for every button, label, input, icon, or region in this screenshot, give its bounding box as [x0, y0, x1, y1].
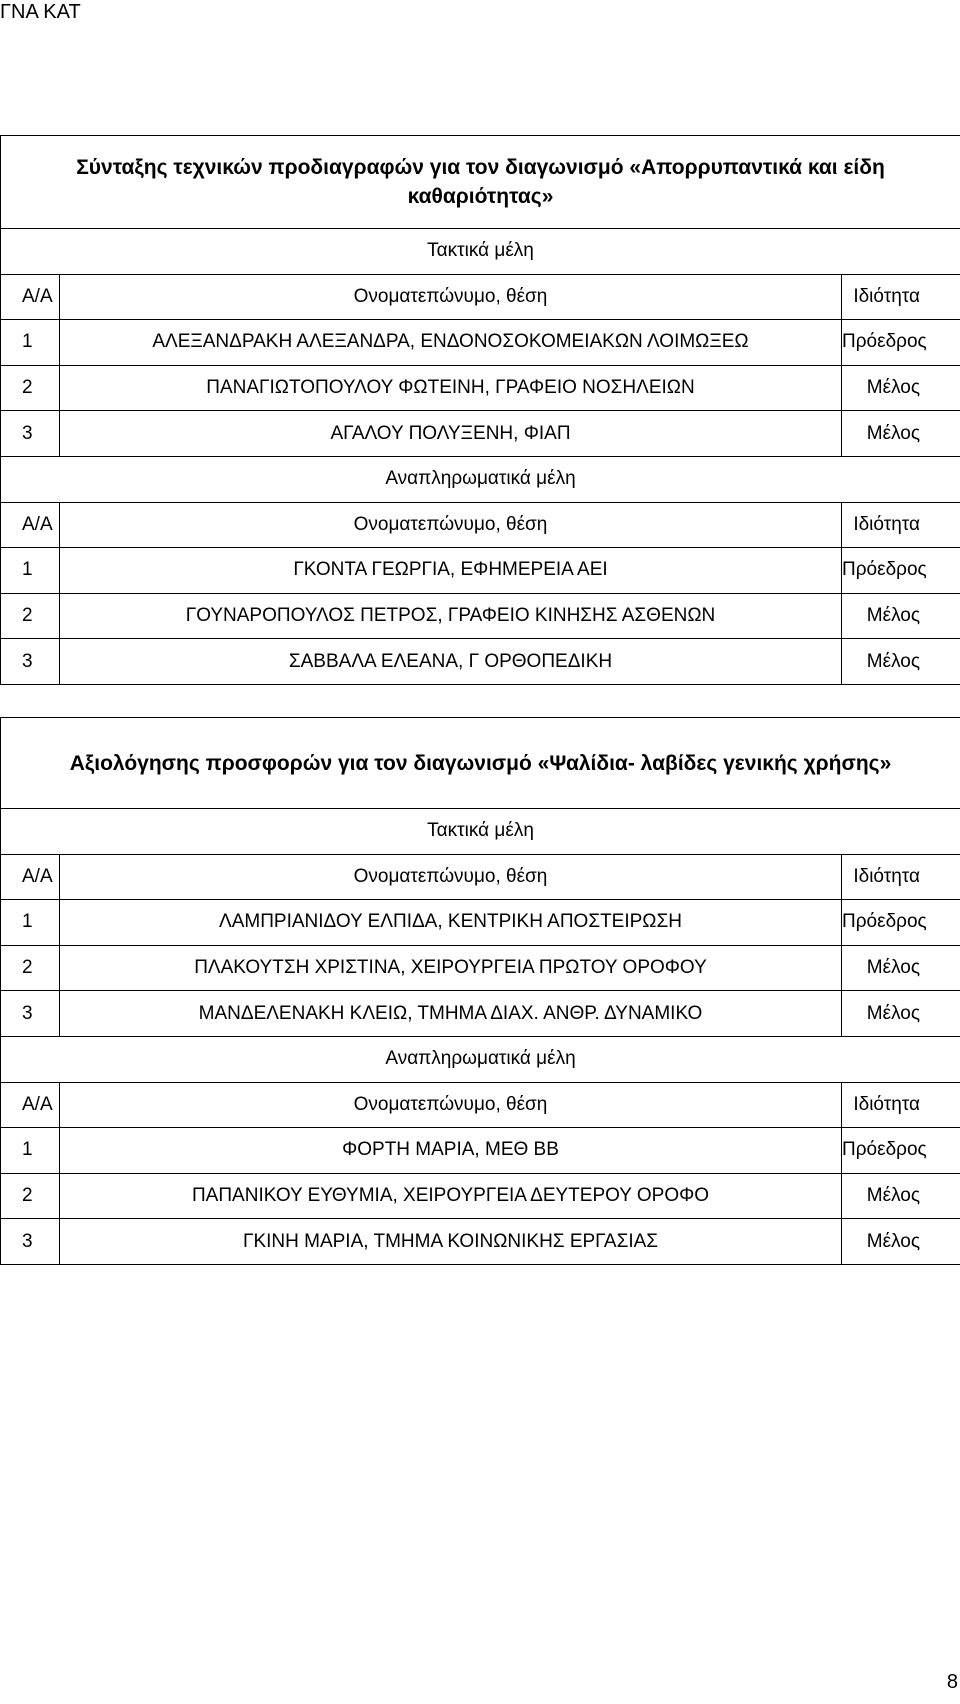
column-header-name: Ονοματεπώνυμο, θέση	[60, 854, 842, 900]
table-row	[1, 411, 960, 457]
member-name: ΓΚΙΝΗ ΜΑΡΙΑ, ΤΜΗΜΑ ΚΟΙΝΩΝΙΚΗΣ ΕΡΓΑΣΙΑΣ	[60, 1219, 842, 1265]
committee-table	[0, 135, 960, 685]
table-row	[1, 593, 960, 639]
committee-title-row	[1, 136, 960, 229]
section-heading-regular: Τακτικά μέλη	[1, 229, 960, 275]
member-name: ΑΛΕΞΑΝΔΡΑΚΗ ΑΛΕΞΑΝΔΡΑ, ΕΝΔΟΝΟΣΟΚΟΜΕΙΑΚΩΝ ΛΟΙΜΩΞΕΩ	[60, 320, 842, 366]
member-role: Μέλος	[842, 593, 960, 639]
member-name: ΛΑΜΠΡΙΑΝΙΔΟΥ ΕΛΠΙΔΑ, ΚΕΝΤΡΙΚΗ ΑΠΟΣΤΕΙΡΩΣΗ	[60, 900, 842, 946]
table-row	[1, 1173, 960, 1219]
member-number: 2	[1, 1173, 60, 1219]
committee-title: Αξιολόγησης προσφορών για τον διαγωνισμό «Ψαλίδια- λαβίδες γενικής χρήσης»	[1, 718, 960, 809]
committee-title-row	[1, 718, 960, 809]
member-name: ΓΟΥΝΑΡΟΠΟΥΛΟΣ ΠΕΤΡΟΣ, ΓΡΑΦΕΙΟ ΚΙΝΗΣΗΣ ΑΣΘΕΝΩΝ	[60, 593, 842, 639]
member-name: ΠΑΝΑΓΙΩΤΟΠΟΥΛΟΥ ΦΩΤΕΙΝΗ, ΓΡΑΦΕΙΟ ΝΟΣΗΛΕΙΩΝ	[60, 365, 842, 411]
committee-title-line-2: καθαριότητας»	[407, 185, 554, 208]
column-header-name: Ονοματεπώνυμο, θέση	[60, 274, 842, 320]
member-number: 2	[1, 593, 60, 639]
member-role: Μέλος	[842, 1219, 960, 1265]
member-role: Μέλος	[842, 945, 960, 991]
table-row	[1, 1219, 960, 1265]
member-role: Μέλος	[842, 365, 960, 411]
committee-title	[1, 136, 960, 229]
column-header-row	[1, 1082, 960, 1128]
page-number: 8	[946, 1671, 958, 1693]
member-role: Πρόεδρος	[842, 548, 960, 594]
member-number: 2	[1, 365, 60, 411]
member-name: ΜΑΝΔΕΛΕΝΑΚΗ ΚΛΕΙΩ, ΤΜΗΜΑ ΔΙΑΧ. ΑΝΘΡ. ΔΥΝΑΜΙΚΟ	[60, 991, 842, 1037]
member-name: ΠΛΑΚΟΥΤΣΗ ΧΡΙΣΤΙΝΑ, ΧΕΙΡΟΥΡΓΕΙΑ ΠΡΩΤΟΥ ΟΡΟΦΟΥ	[60, 945, 842, 991]
committee-table	[0, 717, 960, 1265]
column-header-no: Α/Α	[1, 1082, 60, 1128]
member-number: 1	[1, 900, 60, 946]
member-number: 1	[1, 320, 60, 366]
member-number: 3	[1, 1219, 60, 1265]
table-row	[1, 1128, 960, 1174]
member-role: Πρόεδρος	[842, 900, 960, 946]
section-heading-regular: Τακτικά μέλη	[1, 809, 960, 855]
column-header-role: Ιδιότητα	[842, 854, 960, 900]
column-header-no: Α/Α	[1, 274, 60, 320]
column-header-row	[1, 854, 960, 900]
member-name: ΦΟΡΤΗ ΜΑΡΙΑ, ΜΕΘ ΒΒ	[60, 1128, 842, 1174]
member-number: 2	[1, 945, 60, 991]
member-role: Μέλος	[842, 411, 960, 457]
column-header-name: Ονοματεπώνυμο, θέση	[60, 502, 842, 548]
section-heading-row	[1, 456, 960, 502]
column-header-role: Ιδιότητα	[842, 502, 960, 548]
member-name: ΣΑΒΒΑΛΑ ΕΛΕΑΝΑ, Γ ΟΡΘΟΠΕΔΙΚΗ	[60, 639, 842, 685]
section-heading-row	[1, 1036, 960, 1082]
table-row	[1, 900, 960, 946]
member-number: 1	[1, 548, 60, 594]
member-number: 3	[1, 991, 60, 1037]
member-number: 3	[1, 639, 60, 685]
table-row	[1, 320, 960, 366]
section-heading-alternate: Αναπληρωματικά μέλη	[1, 1036, 960, 1082]
member-role: Πρόεδρος	[842, 1128, 960, 1174]
member-number: 1	[1, 1128, 60, 1174]
member-number: 3	[1, 411, 60, 457]
column-header-no: Α/Α	[1, 854, 60, 900]
table-row	[1, 945, 960, 991]
table-row	[1, 639, 960, 685]
member-role: Μέλος	[842, 639, 960, 685]
column-header-name: Ονοματεπώνυμο, θέση	[60, 1082, 842, 1128]
column-header-row	[1, 274, 960, 320]
member-role: Πρόεδρος	[842, 320, 960, 366]
member-name: ΠΑΠΑΝΙΚΟΥ ΕΥΘΥΜΙΑ, ΧΕΙΡΟΥΡΓΕΙΑ ΔΕΥΤΕΡΟΥ ΟΡΟΦΟ	[60, 1173, 842, 1219]
section-heading-row	[1, 809, 960, 855]
section-heading-alternate: Αναπληρωματικά μέλη	[1, 456, 960, 502]
column-header-role: Ιδιότητα	[842, 274, 960, 320]
member-role: Μέλος	[842, 991, 960, 1037]
column-header-row	[1, 502, 960, 548]
member-role: Μέλος	[842, 1173, 960, 1219]
column-header-role: Ιδιότητα	[842, 1082, 960, 1128]
page-header: ΓΝΑ ΚΑΤ	[0, 1, 81, 23]
column-header-no: Α/Α	[1, 502, 60, 548]
committee-title-line-1: Σύνταξης τεχνικών προδιαγραφών για τον διαγωνισμό «Απορρυπαντικά και είδη	[76, 156, 885, 179]
section-heading-row	[1, 229, 960, 275]
table-row	[1, 991, 960, 1037]
member-name: ΓΚΟΝΤΑ ΓΕΩΡΓΙΑ, ΕΦΗΜΕΡΕΙΑ ΑΕΙ	[60, 548, 842, 594]
member-name: ΑΓΑΛΟΥ ΠΟΛΥΞΕΝΗ, ΦΙΑΠ	[60, 411, 842, 457]
table-row	[1, 548, 960, 594]
table-row	[1, 365, 960, 411]
